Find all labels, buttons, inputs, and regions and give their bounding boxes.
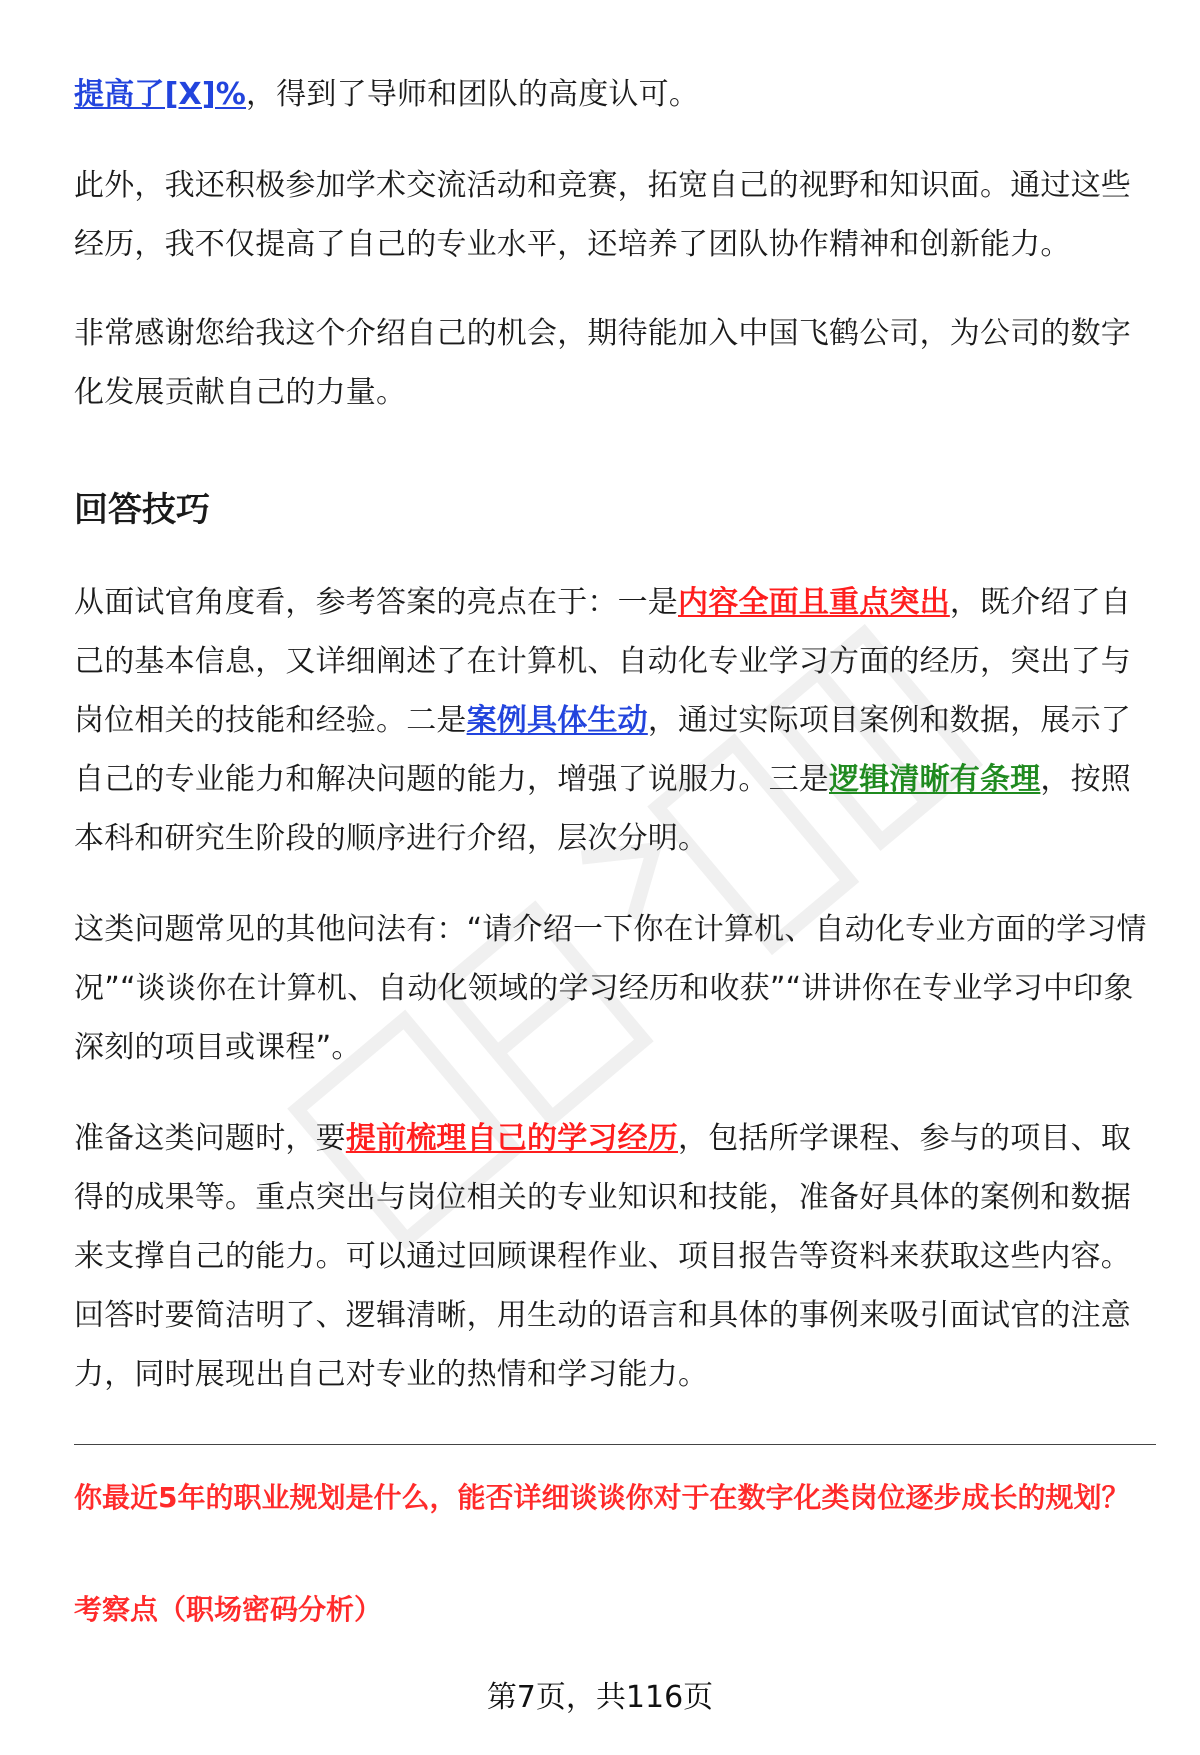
paragraph-text: ，得到了导师和团队的高度认可。 (246, 77, 700, 112)
paragraph-analysis (74, 573, 1156, 868)
highlight-blue: 案例具体生动 (466, 703, 648, 738)
text-segment: ，既介绍了自己的基本信息，又详细阐述了在计算机、自动化专业学习方面的经历，突出了与岗位相关的技能和经验。二是 (74, 585, 1132, 738)
text-segment: 准备这类问题时，要 (74, 1121, 346, 1156)
highlight-red: 内容全面且重点突出 (678, 585, 950, 620)
text-segment: 从面试官角度看，参考答案的亮点在于：一是 (74, 585, 678, 620)
paragraph-activities: 此外，我还积极参加学术交流活动和竞赛，拓宽自己的视野和知识面。通过这些经历，我不仅提高了自己的专业水平，还培养了团队协作精神和创新能力。 (74, 168, 1131, 262)
paragraph-preparation (74, 1109, 1156, 1404)
text-segment: ，通过实际项目案例和数据，展示了自己的专业能力和解决问题的能力，增强了说服力。三是 (74, 703, 1132, 797)
section-divider (74, 1444, 1156, 1445)
highlight-link[interactable]: 提高了[X]% (74, 77, 247, 112)
text-segment: ，包括所学课程、参与的项目、取得的成果等。重点突出与岗位相关的专业知识和技能，准备好具体的案例和数据来支撑自己的能力。可以通过回顾课程作业、项目报告等资料来获取这些内容。回答时要简洁明了、逻辑清晰，用生动的语言和具体的事例来吸引面试官的注意力，同时展现出自己对专业的热情和学习能力。 (74, 1121, 1132, 1392)
paragraph-achievement (74, 65, 1156, 124)
highlight-green: 逻辑清晰有条理 (829, 762, 1041, 797)
paragraph-variants: 这类问题常见的其他问法有：“请介绍一下你在计算机、自动化专业方面的学习情况”“谈谈你在计算机、自动化领域的学习经历和收获”“讲讲你在专业学习中印象深刻的项目或课程”。 (74, 912, 1147, 1065)
page-content (74, 60, 1156, 1404)
paragraph-thanks: 非常感谢您给我这个介绍自己的机会，期待能加入中国飞鹤公司，为公司的数字化发展贡献自己的力量。 (74, 316, 1131, 410)
section-title: 回答技巧 (74, 490, 210, 530)
highlight-red: 提前梳理自己的学习经历 (345, 1121, 679, 1156)
question-heading: 你最近5年的职业规划是什么，能否详细谈谈你对于在数字化类岗位逐步成长的规划？ (74, 1481, 1130, 1514)
text-segment: ，按照本科和研究生阶段的顺序进行介绍，层次分明。 (74, 762, 1132, 856)
analysis-subheading: 考察点（职场密码分析） (74, 1593, 383, 1626)
page-number: 第7页，共116页 (486, 1680, 714, 1715)
